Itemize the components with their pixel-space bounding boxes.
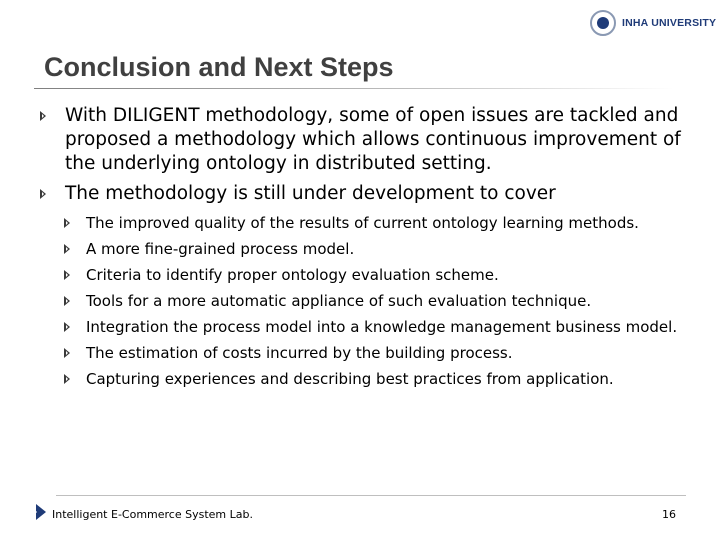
sub-bullet-text: The improved quality of the results of current ontology learning methods. bbox=[86, 214, 639, 232]
page-number: 16 bbox=[662, 508, 676, 521]
sub-bullet-item bbox=[64, 316, 690, 338]
triangle-bullet-icon bbox=[64, 244, 70, 254]
sub-bullet-item bbox=[64, 342, 690, 364]
triangle-bullet-icon bbox=[40, 111, 46, 121]
sub-bullet-text: The estimation of costs incurred by the building process. bbox=[86, 344, 513, 362]
triangle-bullet-icon bbox=[64, 374, 70, 384]
university-name: INHA UNIVERSITY bbox=[622, 17, 717, 29]
sub-bullet-text: Tools for a more automatic appliance of such evaluation technique. bbox=[86, 292, 592, 310]
university-seal-icon bbox=[590, 10, 616, 36]
triangle-bullet-icon bbox=[64, 270, 70, 280]
sub-bullet-text: Integration the process model into a knowledge management business model. bbox=[86, 318, 678, 336]
triangle-bullet-icon bbox=[64, 348, 70, 358]
bullet-text: The methodology is still under development to cover bbox=[65, 183, 556, 204]
bullet-item bbox=[40, 104, 690, 176]
bullet-list bbox=[40, 104, 690, 390]
triangle-bullet-icon bbox=[64, 218, 70, 228]
sub-bullet-item bbox=[64, 238, 690, 260]
sub-bullet-list bbox=[65, 212, 690, 390]
sub-bullet-text: Criteria to identify proper ontology evaluation scheme. bbox=[86, 266, 499, 284]
footer-arrow-icon bbox=[36, 504, 46, 520]
triangle-bullet-icon bbox=[64, 322, 70, 332]
footer-divider bbox=[56, 495, 686, 496]
footer-lab-name: Intelligent E-Commerce System Lab. bbox=[52, 508, 253, 521]
sub-bullet-item bbox=[64, 264, 690, 286]
title-divider bbox=[34, 88, 674, 89]
sub-bullet-text: A more fine-grained process model. bbox=[86, 240, 355, 258]
bullet-text: With DILIGENT methodology, some of open issues are tackled and proposed a methodology which allows continuous improvement of the underlying ontology in distributed setting. bbox=[65, 105, 681, 174]
sub-bullet-item bbox=[64, 368, 690, 390]
bullet-item bbox=[40, 182, 690, 390]
sub-bullet-text: Capturing experiences and describing best practices from application. bbox=[86, 370, 614, 388]
sub-bullet-item bbox=[64, 212, 690, 234]
slide-title: Conclusion and Next Steps bbox=[44, 52, 394, 82]
university-logo bbox=[590, 10, 716, 36]
triangle-bullet-icon bbox=[64, 296, 70, 306]
slide-content bbox=[40, 104, 690, 396]
sub-bullet-item bbox=[64, 290, 690, 312]
triangle-bullet-icon bbox=[40, 189, 46, 199]
